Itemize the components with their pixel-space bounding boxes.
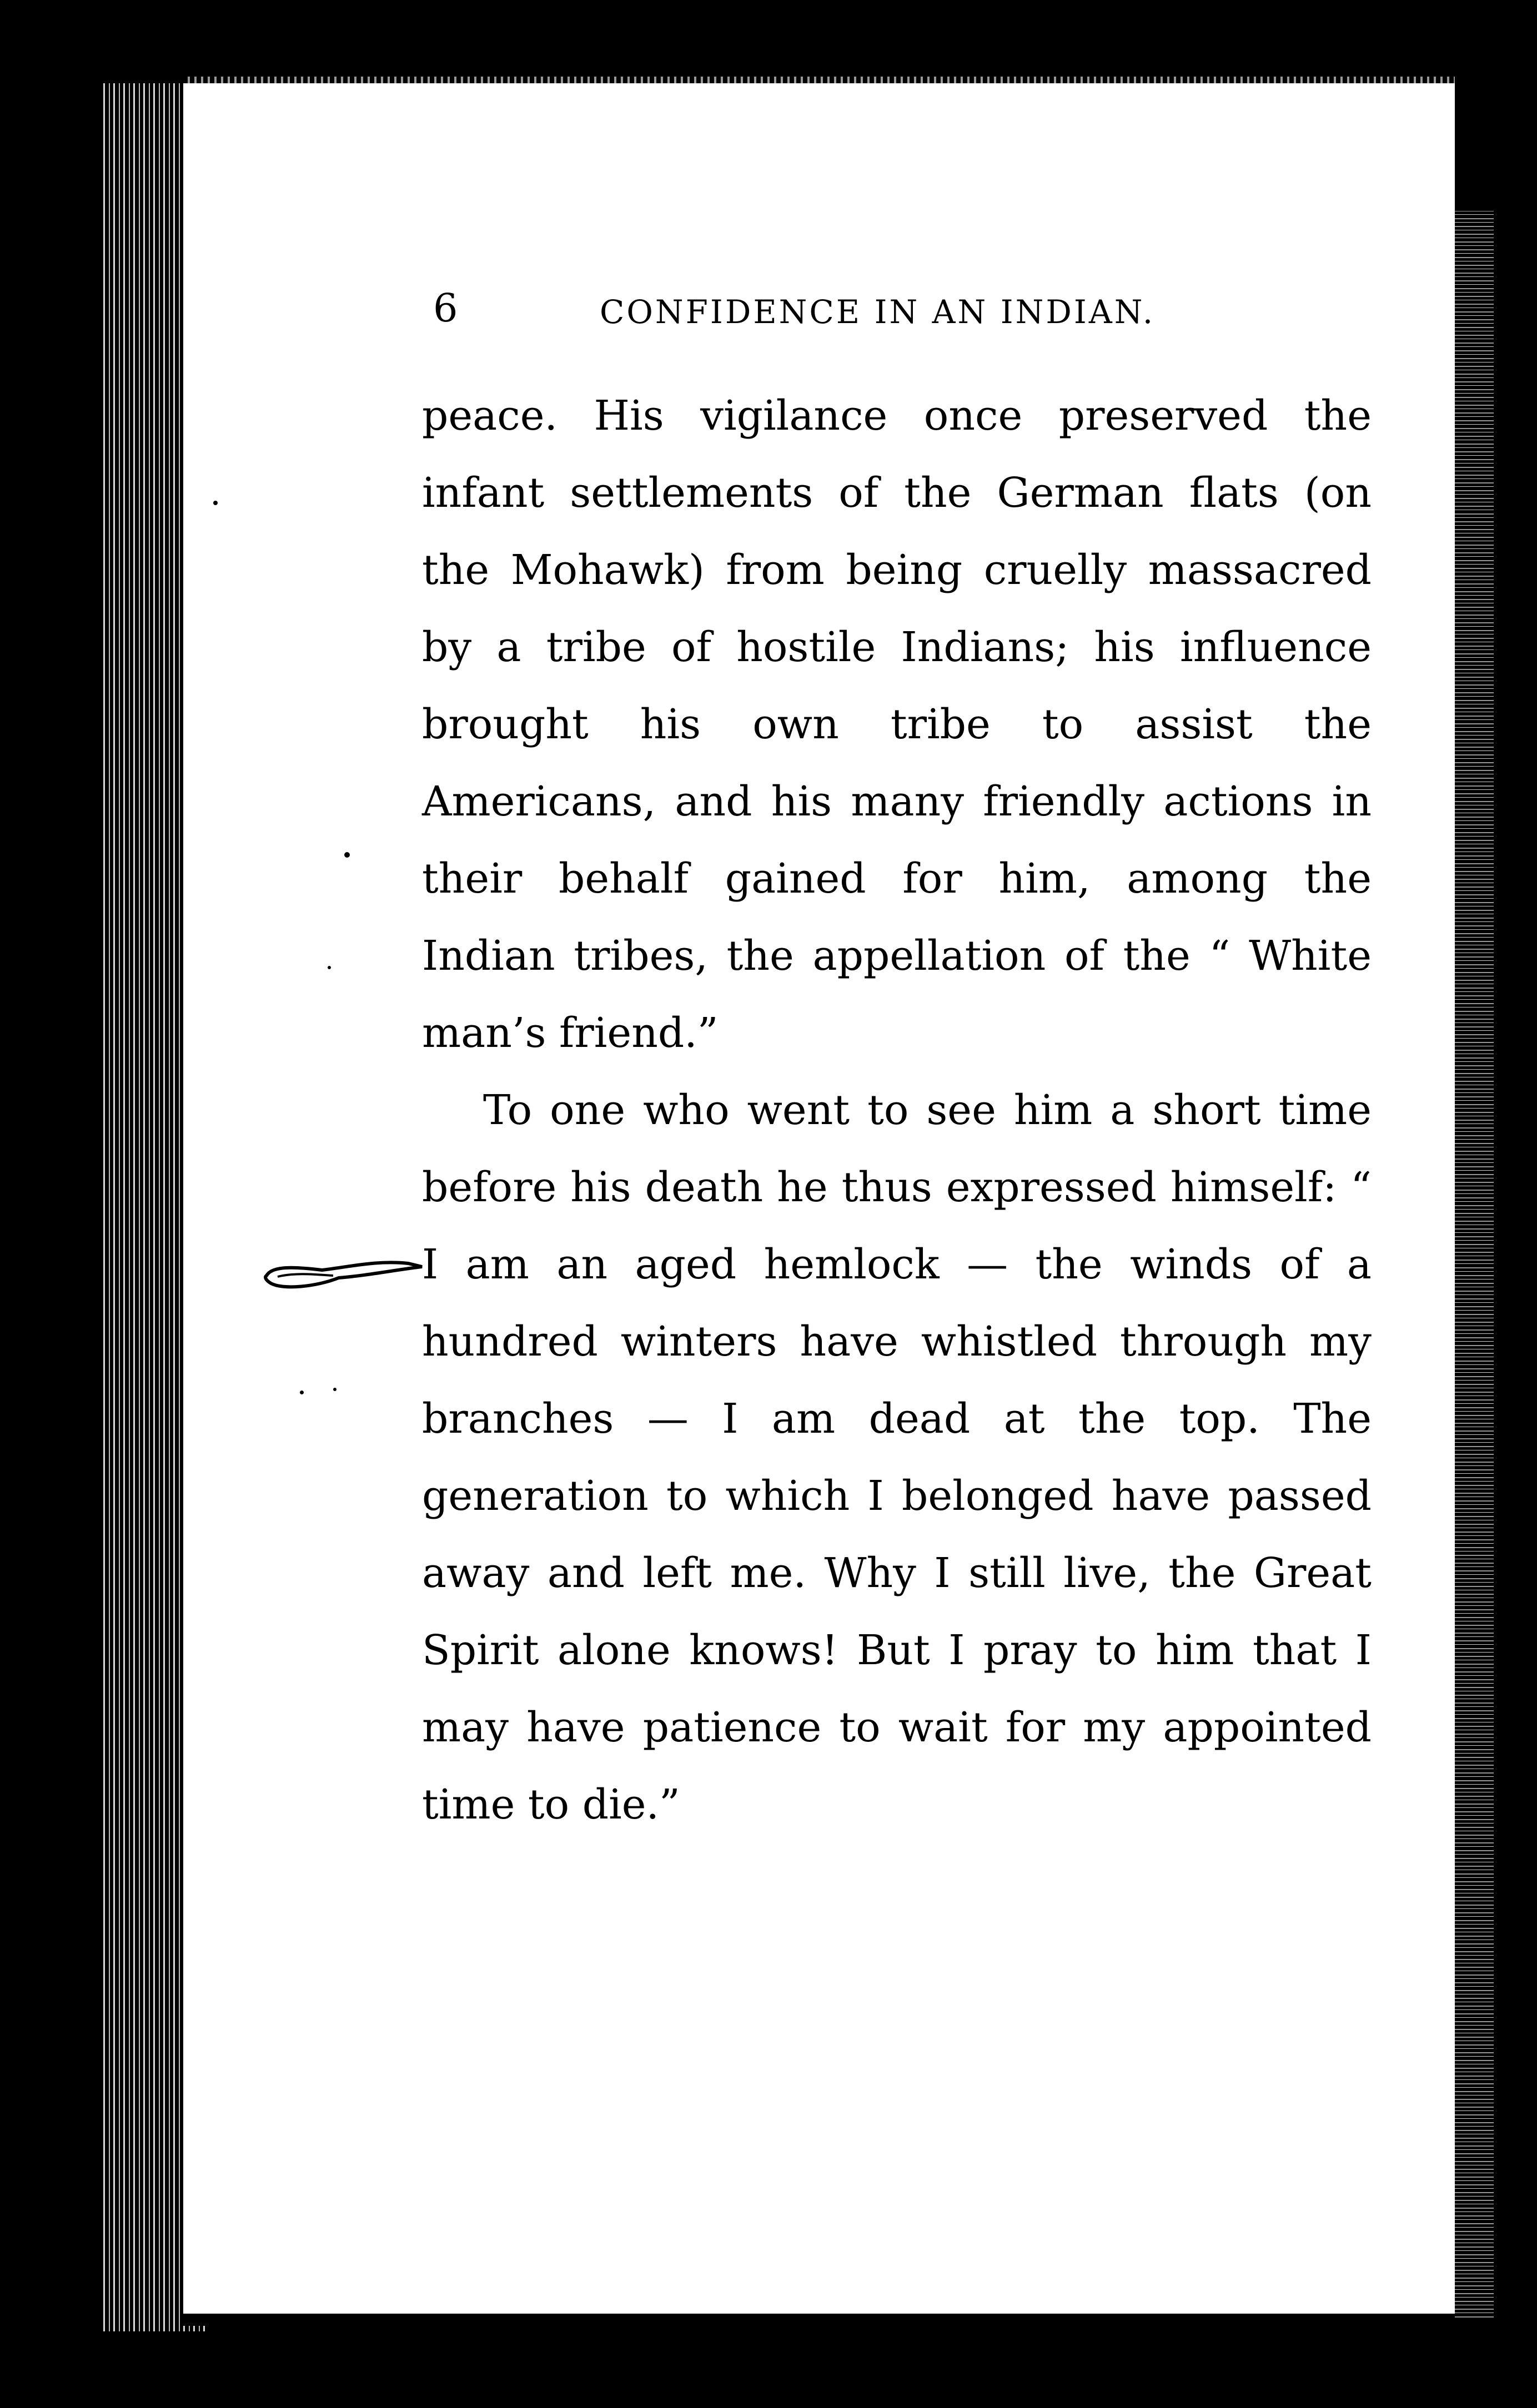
scan-speck [333, 1388, 336, 1391]
scan-speck [328, 966, 331, 969]
page-edge-bottom [183, 2314, 1455, 2326]
scan-speck [213, 501, 218, 505]
running-header [433, 283, 1399, 333]
scan-speck [300, 1391, 304, 1394]
scan-speck [344, 852, 350, 858]
hand-drawn-pointer-mark-icon [261, 1243, 428, 1304]
body-text [422, 377, 1372, 1843]
paragraph-quote: To one who went to see him a short time before his death he thus expressed himself: “ I am an aged hemlock — the winds of a hundred winters have whistled through my branches — I am dead at the top. The generation to which I belonged have passed away and left me. Why I still live, the Great Spirit alone knows! But I pray to him that I may have patience to wait for my appointed time to die.” [422, 1086, 1372, 1828]
paragraph-continued: peace. His vigilance once preserved the infant settlements of the German flats (on the Mohawk) from being cruelly massacred by a tribe of hostile Indians; his influence brought his own tribe to assist the Americans, and his many friendly actions in their behalf gained for him, among the Indian tribes, the appellation of the “ White man’s friend.” [422, 392, 1372, 1057]
page-number: 6 [433, 285, 458, 331]
running-title: CONFIDENCE IN AN INDIAN. [600, 293, 1156, 331]
